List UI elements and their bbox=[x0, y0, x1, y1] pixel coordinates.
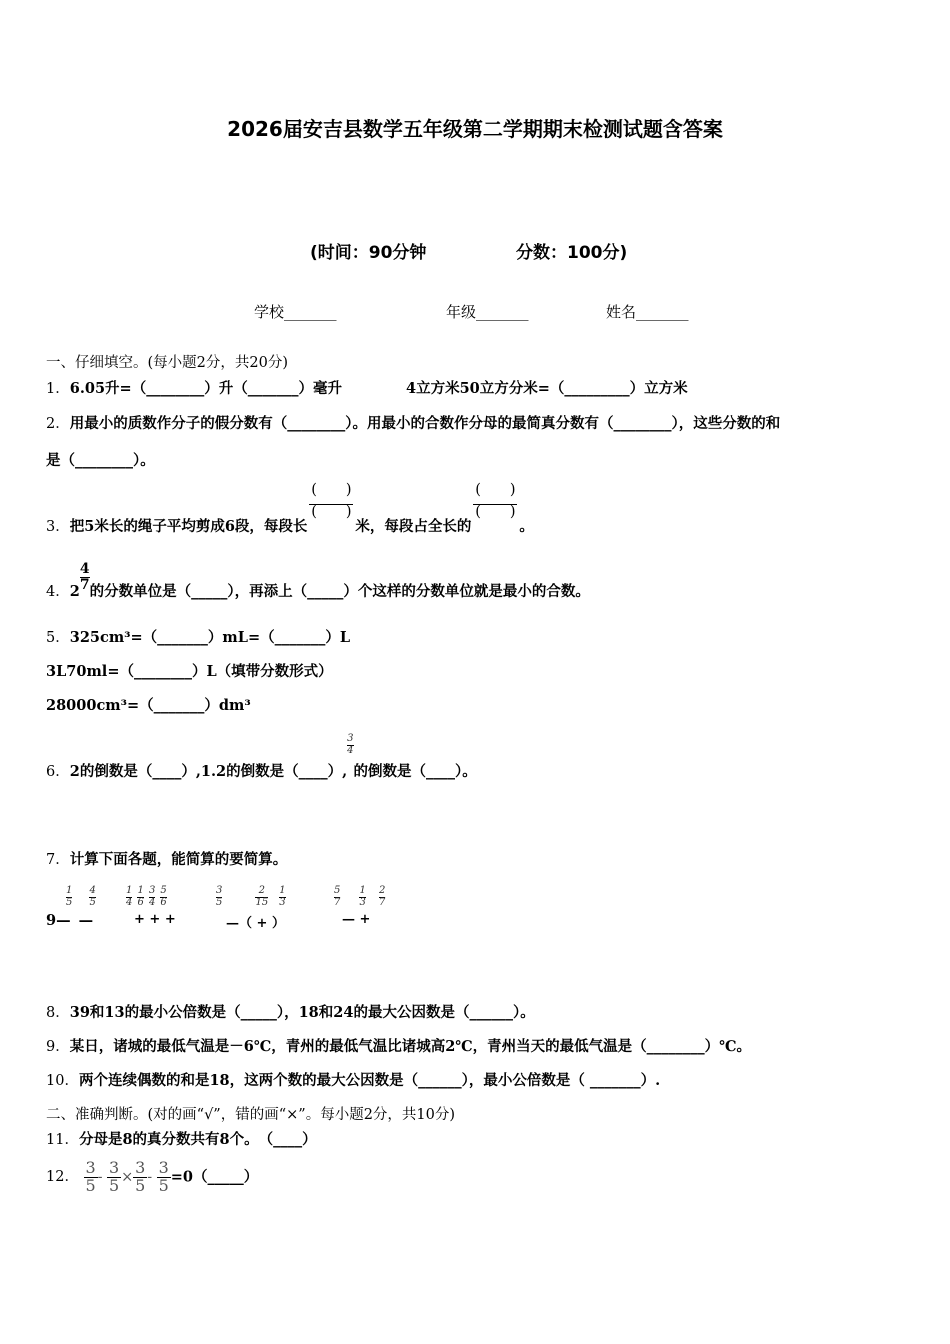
question-number: 11． bbox=[46, 1132, 79, 1148]
fraction bbox=[157, 1160, 171, 1195]
expr-2: + + + bbox=[134, 912, 176, 927]
numerator: 1 bbox=[137, 885, 144, 896]
blank-numerator: ( ) bbox=[311, 482, 352, 498]
question-11 bbox=[46, 1128, 317, 1149]
fraction bbox=[84, 1160, 98, 1195]
denominator: 3 bbox=[279, 896, 286, 908]
expr-4-fractions bbox=[334, 886, 385, 908]
fraction bbox=[255, 886, 268, 908]
question-number: 6． bbox=[46, 764, 70, 780]
fraction bbox=[359, 886, 365, 908]
denominator: 15 bbox=[255, 896, 269, 908]
section-2-heading: 二、准确判断。(对的画“√”，错的画“×”。每小题2分，共10分) bbox=[46, 1107, 456, 1123]
numerator: 5 bbox=[160, 885, 167, 896]
school-field: 学校_______ bbox=[254, 303, 337, 321]
question-text: 把5米长的绳子平均剪成6段，每段长 bbox=[69, 517, 308, 535]
question-12 bbox=[46, 1160, 258, 1195]
denominator: 7 bbox=[334, 896, 341, 908]
fraction bbox=[216, 886, 222, 908]
document-title: 2026届安吉县数学五年级第二学期期末检测试题含答案 bbox=[227, 117, 723, 141]
numerator: 5 bbox=[334, 885, 341, 896]
question-number: 10． bbox=[46, 1073, 79, 1089]
blank-denominator: ( ) bbox=[475, 504, 516, 521]
fraction bbox=[160, 886, 166, 908]
question-number: 4． bbox=[46, 584, 70, 600]
fraction bbox=[334, 886, 340, 908]
numerator: 3 bbox=[158, 1158, 169, 1177]
expr-1-fractions bbox=[66, 886, 96, 908]
numerator: 3 bbox=[148, 885, 156, 896]
question-text-b: 米，每段占全长的 bbox=[355, 517, 472, 535]
operator: - bbox=[97, 1169, 103, 1186]
question-5-line-2: 3L70ml=（________）L（填带分数形式） bbox=[46, 663, 333, 680]
expr-3-fractions bbox=[216, 886, 286, 908]
question-5-line-3: 28000cm³=（_______）dm³ bbox=[46, 697, 251, 714]
numerator: 4 bbox=[89, 885, 96, 896]
numerator: 1 bbox=[126, 885, 133, 896]
denominator: 6 bbox=[160, 896, 167, 908]
question-2 bbox=[46, 412, 780, 433]
numerator: 3 bbox=[347, 733, 354, 744]
denominator: 7 bbox=[378, 896, 386, 908]
numerator: 1 bbox=[359, 885, 366, 896]
fraction bbox=[379, 886, 385, 908]
fraction bbox=[107, 1160, 121, 1195]
operator: - bbox=[147, 1169, 153, 1186]
fraction bbox=[133, 1160, 147, 1195]
question-9 bbox=[46, 1035, 751, 1056]
fraction bbox=[137, 886, 143, 908]
question-6 bbox=[46, 733, 477, 780]
denominator: 5 bbox=[89, 896, 96, 908]
expr-1 bbox=[46, 912, 93, 929]
numerator: 1 bbox=[66, 885, 73, 896]
denominator: 5 bbox=[85, 1175, 96, 1195]
denominator: 7 bbox=[79, 576, 90, 593]
question-text: 某日，诸城的最低气温是－6℃，青州的最低气温比诸城高2℃，青州当天的最低气温是（________）℃。 bbox=[69, 1038, 752, 1055]
expr-4: — + bbox=[342, 912, 371, 927]
blank-numerator: ( ) bbox=[475, 482, 516, 498]
numerator: 2 bbox=[378, 885, 386, 896]
denominator: 4 bbox=[347, 744, 354, 756]
question-5 bbox=[46, 626, 350, 647]
denominator: 5 bbox=[108, 1175, 120, 1195]
blank-denominator: ( ) bbox=[311, 504, 352, 521]
denominator: 4 bbox=[148, 896, 156, 908]
denominator: 6 bbox=[137, 896, 144, 908]
fraction bbox=[89, 886, 95, 908]
question-text: 计算下面各题，能简算的要简算。 bbox=[69, 851, 288, 868]
question-text: 6.05升=（________）升（_______）毫升 bbox=[69, 380, 342, 397]
mixed-number-whole: 2 bbox=[69, 583, 80, 600]
expr-3: —（ + ） bbox=[226, 916, 285, 931]
blank-fraction-length bbox=[309, 483, 353, 520]
fraction bbox=[279, 886, 285, 908]
grade-field: 年级_______ bbox=[446, 303, 529, 321]
question-text: 两个连续偶数的和是18，这两个数的最大公因数是（______），最小公倍数是（ _______）. bbox=[78, 1072, 661, 1089]
denominator: 5 bbox=[135, 1175, 146, 1195]
denominator: 3 bbox=[359, 896, 366, 908]
question-8 bbox=[46, 1001, 535, 1022]
fraction bbox=[149, 886, 155, 908]
question-text-b: 的倒数是（____）。 bbox=[353, 763, 477, 780]
denominator: 4 bbox=[126, 896, 133, 908]
question-text: 的分数单位是（_____），再添上（_____）个这样的分数单位就是最小的合数。 bbox=[89, 583, 590, 600]
question-number: 9． bbox=[46, 1039, 70, 1055]
question-4 bbox=[46, 561, 590, 600]
numerator: 3 bbox=[85, 1158, 96, 1177]
fraction-three-quarters bbox=[347, 734, 353, 756]
question-number: 7． bbox=[46, 852, 70, 868]
question-7 bbox=[46, 848, 287, 869]
numerator: 3 bbox=[135, 1158, 146, 1177]
denominator: 5 bbox=[216, 896, 223, 908]
fraction bbox=[66, 886, 72, 908]
question-number: 3． bbox=[46, 518, 70, 535]
question-10 bbox=[46, 1069, 660, 1090]
question-1 bbox=[46, 377, 342, 398]
operator: × bbox=[121, 1169, 134, 1186]
question-text: 用最小的质数作分子的假分数有（________）。用最小的合数作分母的最简真分数有（________），这些分数的和 bbox=[69, 415, 781, 432]
time-limit: (时间：90分钟 bbox=[310, 243, 427, 263]
fraction bbox=[126, 886, 132, 908]
question-text: 2的倒数是（____）,1.2的倒数是（____）, bbox=[69, 763, 348, 780]
numerator: 2 bbox=[258, 885, 266, 896]
expr-lead: 9— bbox=[46, 912, 71, 929]
numerator: 3 bbox=[216, 885, 223, 896]
question-number: 2． bbox=[46, 416, 70, 432]
question-3 bbox=[46, 482, 534, 535]
question-2-line-2: 是（________）。 bbox=[46, 452, 155, 469]
question-text-c: 。 bbox=[519, 517, 534, 535]
question-text: =0（_____） bbox=[170, 1168, 259, 1186]
denominator: 5 bbox=[66, 896, 73, 908]
denominator: 5 bbox=[158, 1175, 169, 1195]
total-score: 分数：100分) bbox=[516, 243, 628, 263]
name-field: 姓名_______ bbox=[606, 303, 689, 321]
blank-fraction-ratio bbox=[473, 483, 517, 520]
question-text: 39和13的最小公倍数是（_____），18和24的最大公因数是（______）。 bbox=[69, 1004, 535, 1021]
question-1-part-2: 4立方米50立方分米=（_________）立方米 bbox=[406, 380, 688, 397]
section-1-heading: 一、仔细填空。(每小题2分，共20分) bbox=[46, 355, 288, 371]
question-number: 8． bbox=[46, 1005, 70, 1021]
expr-operators: — bbox=[78, 912, 94, 929]
question-text: 325cm³=（_______）mL=（_______）L bbox=[69, 629, 351, 646]
numerator: 3 bbox=[108, 1158, 120, 1177]
expr-2-fractions bbox=[126, 886, 167, 908]
question-number: 5． bbox=[46, 630, 70, 646]
mixed-number-fraction bbox=[80, 562, 90, 592]
question-text: 分母是8的真分数共有8个。 （____） bbox=[78, 1131, 317, 1148]
numerator: 4 bbox=[79, 561, 90, 577]
question-number: 1． bbox=[46, 381, 70, 397]
numerator: 1 bbox=[279, 885, 286, 896]
question-number: 12． bbox=[46, 1169, 79, 1186]
